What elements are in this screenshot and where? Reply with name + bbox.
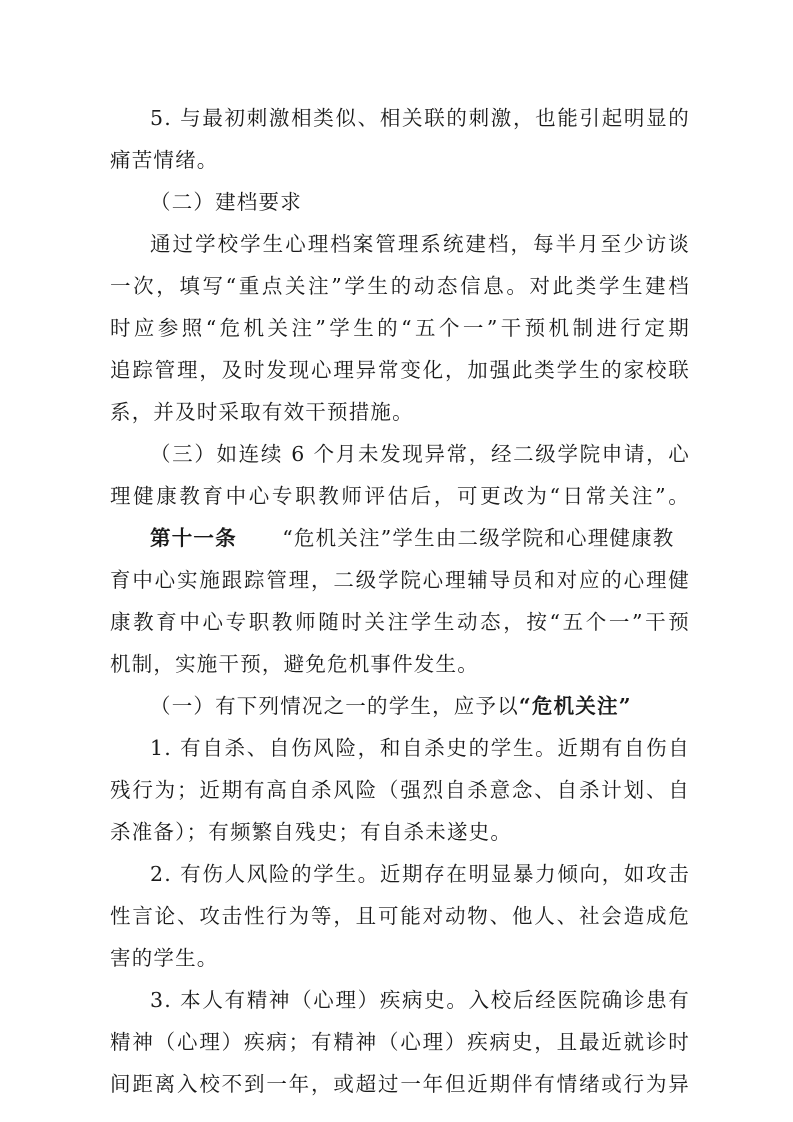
paragraph-line: 精神（心理）疾病；有精神（心理）疾病史，且最近就诊时 [110, 1030, 690, 1054]
paragraph-line: （三）如连续 6 个月未发现异常，经二级学院申请，心 [150, 442, 690, 466]
paragraph-line: 杀准备）；有频繁自残史；有自杀未遂史。 [110, 820, 513, 844]
emphasis-text: “危机关注” [518, 694, 632, 718]
paragraph-line: 追踪管理，及时发现心理异常变化，加强此类学生的家校联 [110, 358, 690, 382]
paragraph-line: 通过学校学生心理档案管理系统建档，每半月至少访谈 [150, 232, 690, 256]
paragraph-line: 时应参照“危机关注”学生的“五个一”干预机制进行定期 [110, 316, 690, 340]
paragraph-line: 害的学生。 [110, 946, 219, 970]
paragraph-line: 系，并及时采取有效干预措施。 [110, 400, 414, 424]
article-text: “危机关注”学生由二级学院和心理健康教 [282, 526, 675, 550]
paragraph-line: 康教育中心专职教师随时关注学生动态，按“五个一”干预 [110, 610, 690, 634]
paragraph-line: 一次，填写“重点关注”学生的动态信息。对此类学生建档 [110, 274, 690, 298]
paragraph-line: 残行为；近期有高自杀风险（强烈自杀意念、自杀计划、自 [110, 778, 690, 802]
paragraph-line: 理健康教育中心专职教师评估后，可更改为“日常关注”。 [110, 484, 690, 508]
article-line [150, 524, 690, 552]
paragraph-line: 1. 有自杀、自伤风险，和自杀史的学生。近期有自伤自 [150, 736, 690, 760]
subsection-text: （一）有下列情况之一的学生，应予以 [150, 694, 519, 718]
paragraph-line: 机制，实施干预，避免危机事件发生。 [110, 652, 479, 676]
paragraph-line: 性言论、攻击性行为等，且可能对动物、他人、社会造成危 [110, 904, 690, 928]
paragraph-line: 间距离入校不到一年，或超过一年但近期伴有情绪或行为异 [110, 1072, 690, 1096]
article-heading: 第十一条 [150, 526, 237, 550]
paragraph-line: 5. 与最初刺激相类似、相关联的刺激，也能引起明显的 [150, 106, 690, 130]
paragraph-line: 育中心实施跟踪管理，二级学院心理辅导员和对应的心理健 [110, 568, 690, 592]
section-heading: （二）建档要求 [150, 190, 302, 214]
paragraph-line: 痛苦情绪。 [110, 148, 219, 172]
paragraph-line: 2. 有伤人风险的学生。近期存在明显暴力倾向，如攻击 [150, 862, 690, 886]
subsection-line [150, 692, 690, 720]
paragraph-line: 3. 本人有精神（心理）疾病史。入校后经医院确诊患有 [150, 988, 690, 1012]
